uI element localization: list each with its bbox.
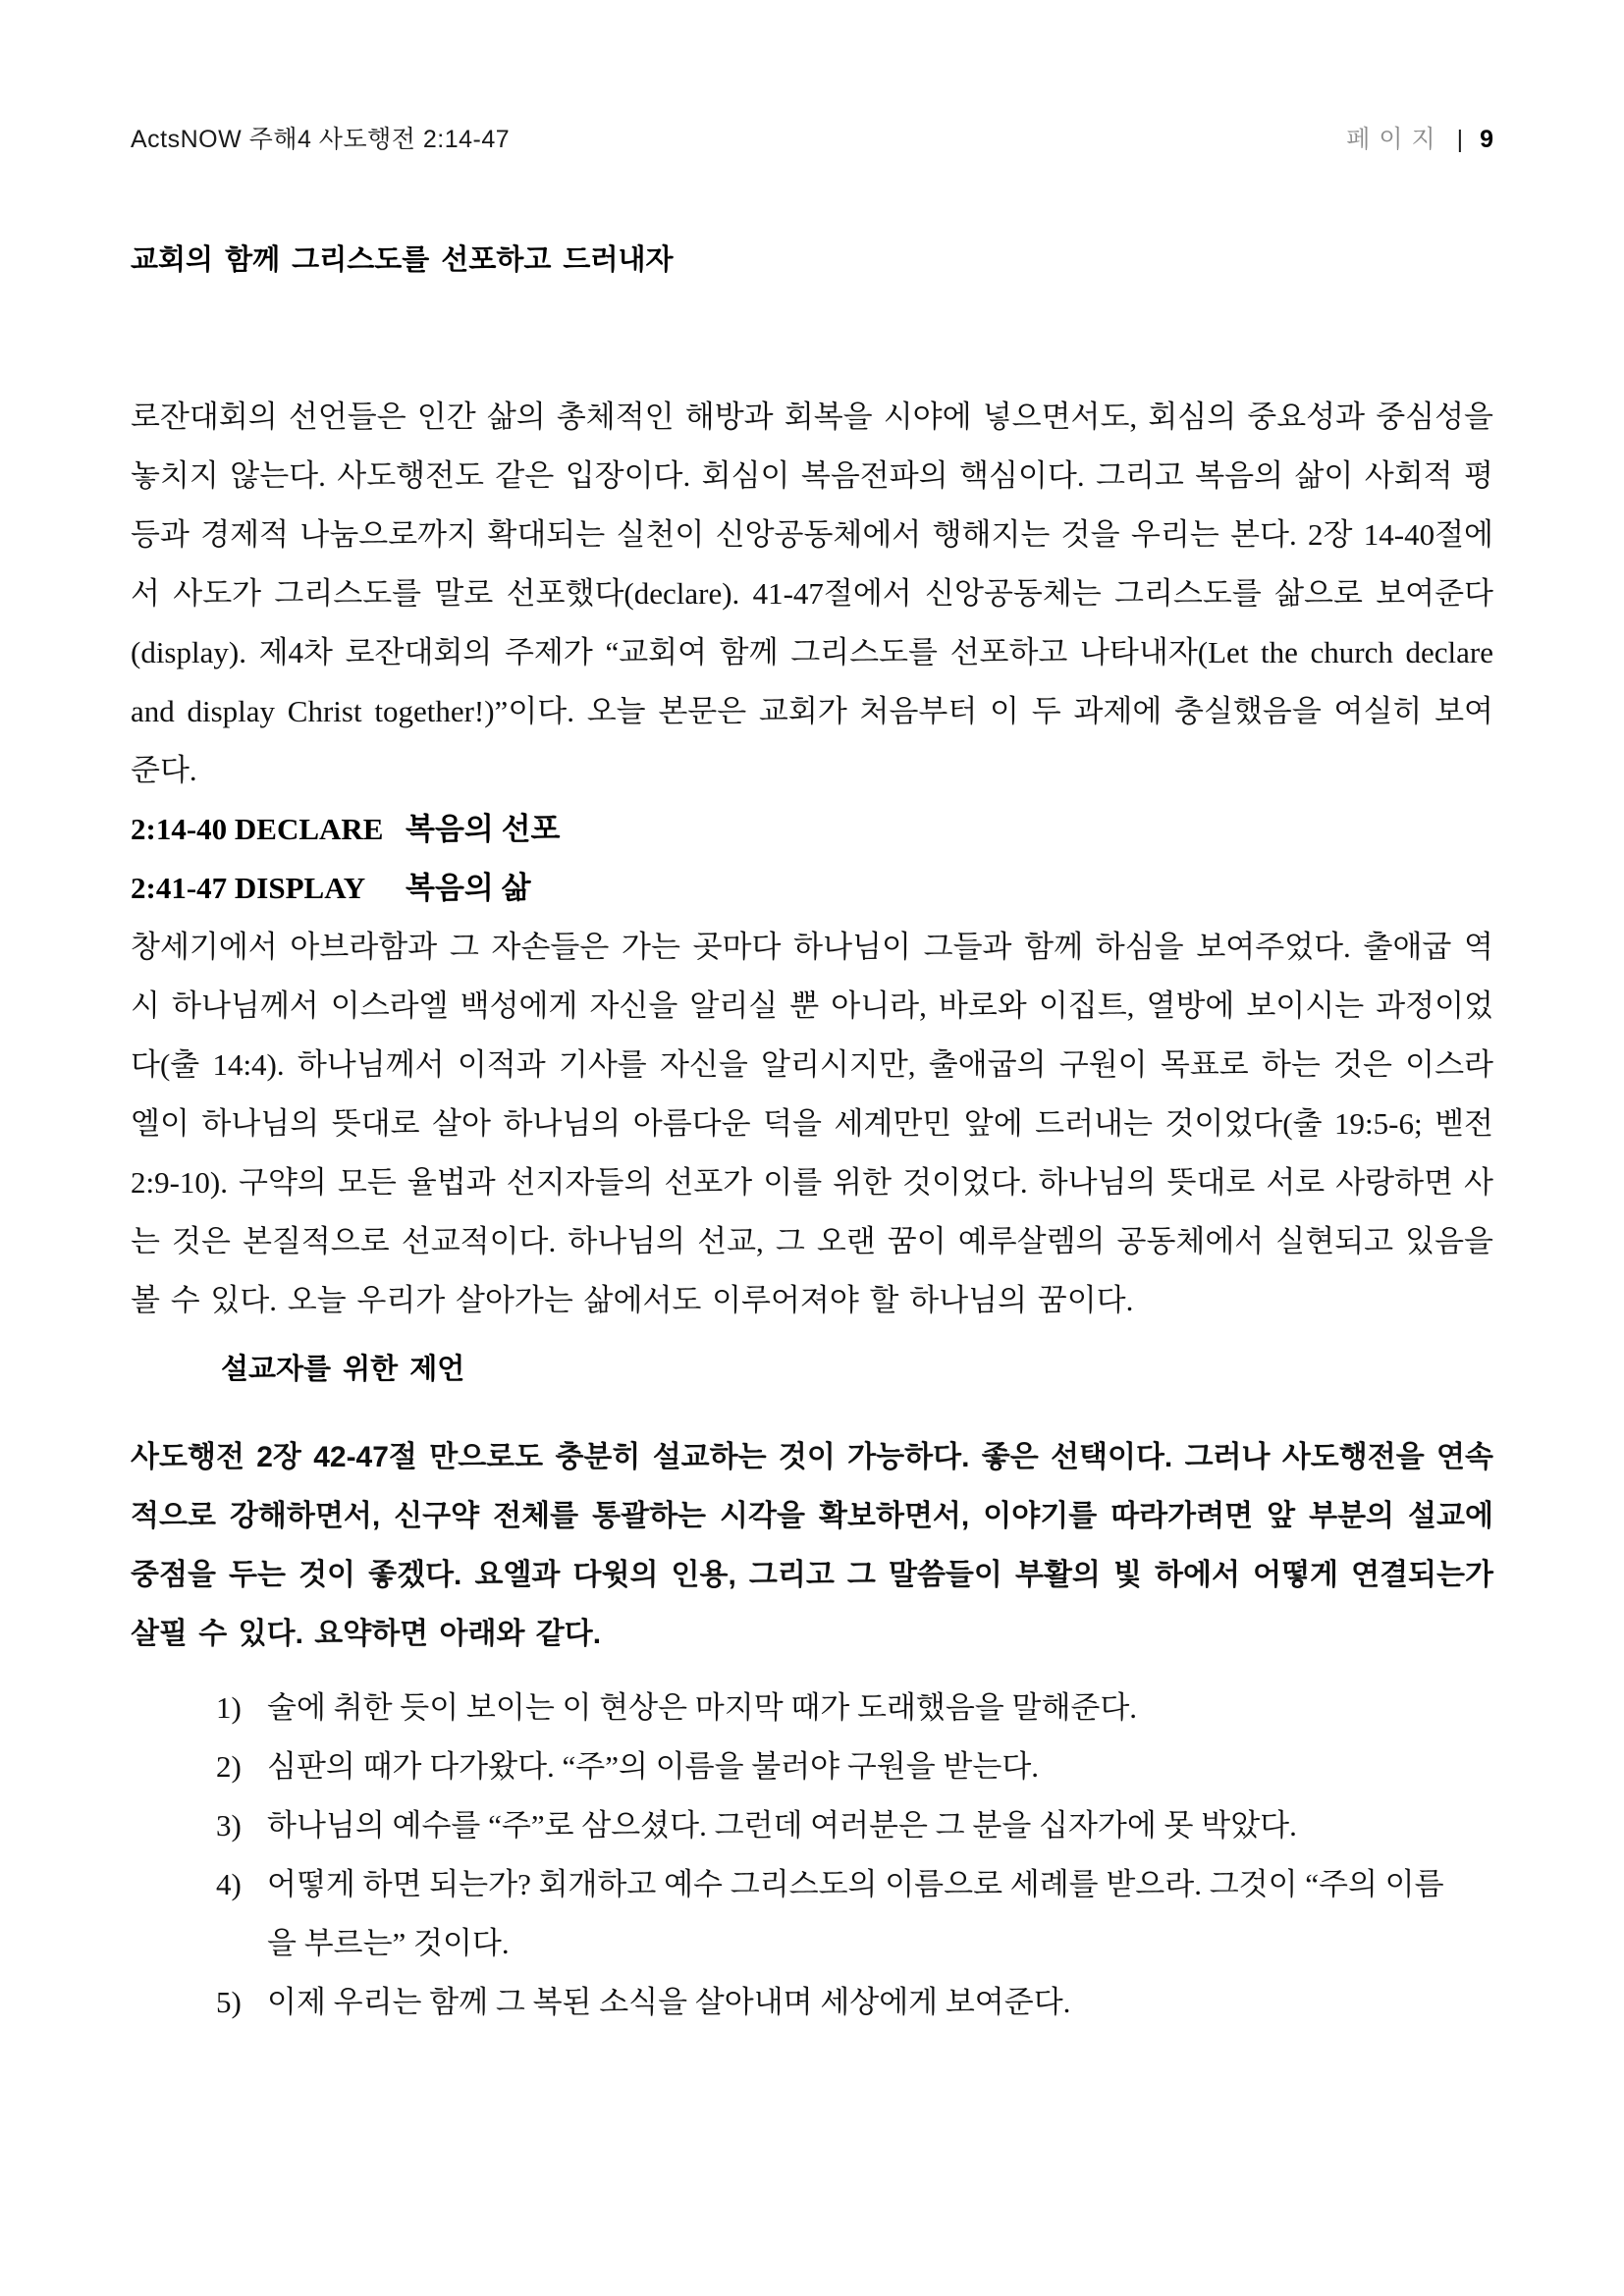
list-item-text: 어떻게 하면 되는가? 회개하고 예수 그리스도의 이름으로 세례를 받으라. 그것이 “주의 이름을 부르는” 것이다. [267,1867,1444,1960]
outline-ref-declare: 2:14-40 DECLARE [131,812,384,846]
list-item [216,1737,1493,1796]
paragraph-lausanne: 로잔대회의 선언들은 인간 삶의 총체적인 해방과 회복을 시야에 넣으면서도, 회심의 중요성과 중심성을 놓치지 않는다. 사도행전도 같은 입장이다. 회심이 복음전파의 핵심이다. 그리고 복음의 삶이 사회적 평등과 경제적 나눔으로까지 확대되는 실천이 신앙공동체에서 행해지는 것을 우리는 본다. 2장 14-40절에서 사도가 그리스도를 말로 선포했다(declare). 41-47절에서 신앙공동체는 그리스도를 삶으로 보여준다(display). 제4차 로잔대회의 주제가 “교회여 함께 그리스도를 선포하고 나타내자(Let the church declare and display Christ together!)”이다. 오늘 본문은 교회가 처음부터 이 두 과제에 충실했음을 여실히 보여준다. [131,400,1493,787]
list-item [216,1679,1493,1737]
summary-list [216,1679,1493,2032]
list-item-number: 3) [216,1808,242,1842]
paragraph-genesis-exodus: 창세기에서 아브라함과 그 자손들은 가는 곳마다 하나님이 그들과 함께 하심을 보여주었다. 출애굽 역시 하나님께서 이스라엘 백성에게 자신을 알리실 뿐 아니라, 바로와 이집트, 열방에 보이시는 과정이었다(출 14:4). 하나님께서 이적과 기사를 자신을 알리시지만, 출애굽의 구원이 목표로 하는 것은 이스라엘이 하나님의 뜻대로 살아 하나님의 아름다운 덕을 세계만민 앞에 드러내는 것이었다(출 19:5-6; 벧전 2:9-10). 구약의 모든 율법과 선지자들의 선포가 이를 위한 것이었다. 하나님의 뜻대로 서로 사랑하면 사는 것은 본질적으로 선교적이다. 하나님의 선교, 그 오랜 꿈이 예루살렘의 공동체에서 실현되고 있음을 볼 수 있다. 오늘 우리가 살아가는 삶에서도 이루어져야 할 하나님의 꿈이다. [131,930,1493,1317]
list-item-text: 이제 우리는 함께 그 복된 소식을 살아내며 세상에게 보여준다. [267,1985,1071,2019]
outline-label-declare: 복음의 선포 [406,812,561,846]
page-separator: | [1456,126,1464,153]
page-label: 페이지 [1346,126,1444,153]
outline-line-display [131,859,1493,918]
list-item-text: 술에 취한 듯이 보이는 이 현상은 마지막 때가 도래했음을 말해준다. [267,1690,1138,1725]
list-item-number: 5) [216,1985,242,2019]
outline-label-display: 복음의 삶 [406,871,531,905]
list-item-text: 심판의 때가 다가왔다. “주”의 이름을 불러야 구원을 받는다. [267,1749,1040,1784]
list-item [216,1973,1493,2032]
list-item-text: 하나님의 예수를 “주”로 삼으셨다. 그런데 여러분은 그 분을 십자가에 못 박았다. [267,1808,1297,1842]
outline-block [131,800,1493,918]
list-item [216,1796,1493,1855]
page-number-block [1346,123,1493,156]
page-header [131,123,1493,156]
page-number: 9 [1480,126,1493,153]
list-item-number: 4) [216,1867,242,1901]
list-item-number: 1) [216,1690,242,1725]
section-heading-declare-display: 교회의 함께 그리스도를 선포하고 드러내자 [131,244,674,276]
outline-ref-display: 2:41-47 DISPLAY [131,871,366,905]
outline-line-declare [131,800,1493,859]
header-title: ActsNOW 주해4 사도행전 2:14-47 [131,126,511,153]
section-heading-preacher-suggestion: 설교자를 위한 제언 [221,1354,465,1385]
list-item-number: 2) [216,1749,242,1784]
list-item [216,1855,1493,1973]
paragraph-preacher-advice: 사도행전 2장 42-47절 만으로도 충분히 설교하는 것이 가능하다. 좋은 선택이다. 그러나 사도행전을 연속적으로 강해하면서, 신구약 전체를 통괄하는 시각을 확보하면서, 이야기를 따라가려면 앞 부분의 설교에 중점을 두는 것이 좋겠다. 요엘과 다윗의 인용, 그리고 그 말씀들이 부활의 빛 하에서 어떻게 연결되는가 살필 수 있다. 요약하면 아래와 같다. [131,1441,1493,1650]
